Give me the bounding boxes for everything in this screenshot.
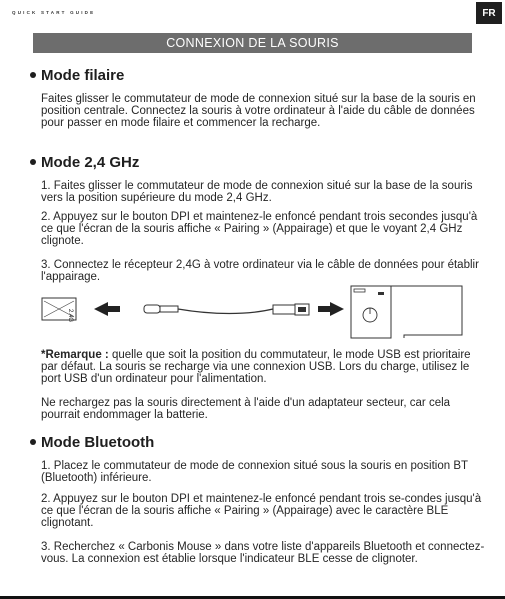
heading-24ghz-label: Mode 2,4 GHz — [41, 154, 140, 171]
bullet-icon — [30, 159, 36, 165]
bluetooth-step-2: 2. Appuyez sur le bouton DPI et maintenez-le enfoncé pendant trois se-condes jusqu'à ce que l'écran de la souris affiche « Pairing » (Appairage) avec le caractère BLE clignotant. — [41, 493, 482, 530]
ghz-step-2: 2. Appuyez sur le bouton DPI et maintenez-le enfoncé pendant trois secondes jusqu'à ce que l'écran de la souris affiche « Pairing » (Appairage) et que le voyant 2,4 GHz clignote. — [41, 211, 478, 248]
heading-bluetooth-label: Mode Bluetooth — [41, 434, 155, 451]
language-badge: FR — [476, 2, 502, 24]
guide-label: QUICK START GUIDE — [12, 10, 96, 15]
heading-24ghz-mode — [30, 154, 139, 171]
arrow-left-icon — [94, 302, 120, 316]
bluetooth-step-3: 3. Recherchez « Carbonis Mouse » dans votre liste d'appareils Bluetooth et connectez-vous. La connexion est établie lorsque l'indicateur BLE cesse de clignoter. — [41, 541, 485, 566]
heading-wired-label: Mode filaire — [41, 67, 125, 84]
wired-mode-text: Faites glisser le commutateur de mode de connexion situé sur la base de la souris en position centrale. Connectez la souris à votre ordinateur à l'aide du câble de données pour passer en mode filaire et commencer la recharge. — [41, 93, 476, 130]
top-bar — [0, 0, 505, 26]
remarque-label: *Remarque : — [41, 349, 109, 361]
remarque-text-2: Ne rechargez pas la souris directement à l'aide d'un adaptateur secteur, car cela pourrait endommager la batterie. — [41, 397, 451, 422]
heading-wired-mode — [30, 67, 124, 84]
heading-bluetooth-mode — [30, 434, 154, 451]
bluetooth-step-1: 1. Placez le commutateur de mode de connexion situé sous la souris en position BT (Bluetooth) inférieure. — [41, 460, 468, 485]
remarque-body: quelle que soit la position du commutateur, le mode USB est prioritaire par défaut. La souris se recharge via une connexion USB. Lors du charge, utilisez le port USB d'un ordinateur pour l'alimentation. — [41, 349, 471, 386]
bullet-icon — [30, 72, 36, 78]
computer-tower-icon — [351, 286, 462, 338]
receiver-dongle-icon — [42, 298, 76, 322]
ghz-step-1: 1. Faites glisser le commutateur de mode de connexion situé sur la base de la souris vers la position supérieure du mode 2,4 GHz. — [41, 180, 473, 205]
bullet-icon — [30, 439, 36, 445]
ghz-step-3: 3. Connectez le récepteur 2,4G à votre ordinateur via le câble de données pour établir l'appairage. — [41, 259, 479, 284]
receiver-connection-illustration — [38, 283, 468, 341]
receiver-label: 2.4G — [67, 309, 73, 323]
section-title: CONNEXION DE LA SOURIS — [33, 33, 472, 53]
usb-c-cable-icon — [144, 304, 309, 315]
remarque-text — [41, 349, 486, 386]
arrow-right-icon — [318, 302, 344, 316]
